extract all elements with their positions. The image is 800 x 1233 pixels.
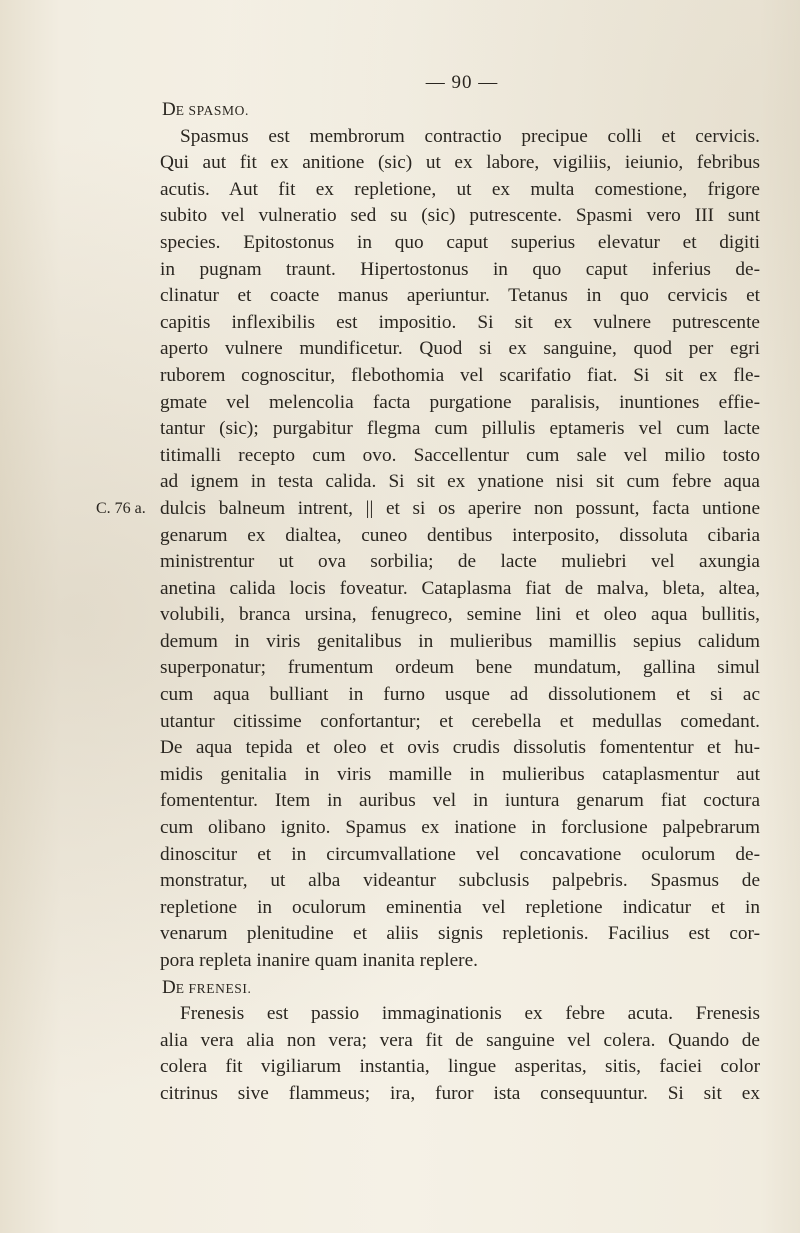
text-line (160, 283, 760, 310)
section-heading-rest: E SPASMO. (175, 103, 249, 118)
text-line-content: anetina calida locis foveatur. Cataplasma fiat de malva, bleta, altea, (160, 577, 760, 599)
text-line (160, 842, 760, 869)
text-line-content: demum in viris genitalibus in mulieribus mamillis sepius calidum (160, 630, 760, 652)
text-line-content: cum aqua bulliant in furno usque ad dissolutionem et si ac (160, 684, 760, 706)
text-line-content: ministrentur ut ova sorbilia; de lacte muliebri vel axungia (160, 551, 760, 573)
text-line-content: monstratur, ut alba videantur subclusis palpebris. Spasmus de (160, 870, 760, 892)
text-line (160, 336, 760, 363)
text-line (160, 390, 760, 417)
text-line-content: midis genitalia in viris mamille in mulieribus cataplasmentur aut (160, 763, 760, 785)
text-line-content: genarum ex dialtea, cuneo dentibus interposito, dissoluta cibaria (160, 524, 760, 546)
text-line-content: Frenesis est passio immaginationis ex febre acuta. Frenesis (180, 1003, 760, 1025)
text-line-content: De aqua tepida et oleo et ovis crudis dissolutis fomententur et hu- (160, 737, 760, 759)
text-line (160, 443, 760, 470)
text-line (160, 1054, 760, 1081)
text-line-content: Spasmus est membrorum contractio precipue colli et cervicis. (180, 125, 760, 147)
text-line-content: clinatur et coacte manus aperiuntur. Tetanus in quo cervicis et (160, 285, 760, 307)
text-line (160, 629, 760, 656)
text-line (160, 150, 760, 177)
text-line (160, 469, 760, 496)
text-line-content: dulcis balneum intrent, || et si os aperire non possunt, facta untione (160, 497, 760, 519)
text-line-content: subito vel vulneratio sed su (sic) putrescente. Spasmi vero III sunt (160, 205, 760, 227)
text-line-content: species. Epitostonus in quo caput superius elevatur et digiti (160, 231, 760, 253)
text-line-content: Qui aut fit ex anitione (sic) ut ex labore, vigiliis, ieiunio, febribus (160, 152, 760, 174)
section-heading (160, 975, 760, 1002)
text-line (160, 549, 760, 576)
text-line (160, 177, 760, 204)
text-line (160, 1081, 760, 1108)
text-line-content: tantur (sic); purgabitur flegma cum pillulis eptameris vel cum lacte (160, 418, 760, 440)
page-number: — 90 — (425, 72, 499, 93)
text-line-content: gmate vel melencolia facta purgatione paralisis, inuntiones effie- (160, 391, 760, 413)
text-line-content: titimalli recepto cum ovo. Saccellentur cum sale vel milio tosto (160, 444, 760, 466)
text-line-content: repletione in oculorum eminentia vel repletione indicatur et in (160, 896, 760, 918)
text-line-content: capitis inflexibilis est impositio. Si sit ex vulnere putrescente (160, 311, 760, 333)
text-line-content: fomententur. Item in auribus vel in iuntura genarum fiat coctura (160, 790, 760, 812)
section-heading (160, 97, 760, 124)
text-line-content: in pugnam traunt. Hipertostonus in quo caput inferius de- (160, 258, 760, 280)
text-line-content: utantur citissime confortantur; et cerebella et medullas comedant. (160, 710, 760, 732)
body-text (96, 97, 760, 1108)
text-line-content: acutis. Aut fit ex repletione, ut ex multa comestione, frigore (160, 178, 760, 200)
text-line (160, 523, 760, 550)
text-line (160, 815, 760, 842)
text-line-content: aperto vulnere mundificetur. Quod si ex sanguine, quod per egri (160, 338, 760, 360)
text-line-content: pora repleta inanire quam inanita replere. (160, 950, 478, 971)
text-line-content: ruborem cognoscitur, flebothomia vel scarifatio fiat. Si sit ex fle- (160, 364, 760, 386)
text-line (160, 868, 760, 895)
text-line (160, 788, 760, 815)
text-line-content: ad ignem in testa calida. Si sit ex ynatione nisi sit cum febre aqua (160, 471, 760, 493)
text-line (160, 230, 760, 257)
text-line-content: venarum plenitudine et aliis signis repletionis. Facilius est cor- (160, 923, 760, 945)
section-heading-initial: D (162, 976, 176, 998)
text-line (160, 895, 760, 922)
text-line-content: alia vera alia non vera; vera fit de sanguine vel colera. Quando de (160, 1029, 760, 1051)
text-line (160, 682, 760, 709)
text-line (160, 709, 760, 736)
text-line-content: cum olibano ignito. Spamus ex inatione in forclusione palpebrarum (160, 817, 760, 839)
text-line (160, 310, 760, 337)
text-line (160, 576, 760, 603)
text-line (160, 921, 760, 948)
text-line-content: dinoscitur et in circumvallatione vel concavatione oculorum de- (160, 843, 760, 865)
text-line (160, 1001, 760, 1028)
text-line (160, 735, 760, 762)
text-line (160, 124, 760, 151)
text-line (160, 655, 760, 682)
text-line (160, 416, 760, 443)
text-line-content: colera fit vigiliarum instantia, lingue asperitas, sitis, faciei color (160, 1056, 760, 1078)
text-line-content: volubili, branca ursina, fenugreco, semine lini et oleo aqua bullitis, (160, 604, 760, 626)
text-line (160, 948, 760, 975)
text-line (160, 602, 760, 629)
section-heading-initial: D (162, 99, 176, 120)
text-line (160, 203, 760, 230)
text-line-content: superponatur; frumentum ordeum bene mundatum, gallina simul (160, 657, 760, 679)
text-line (160, 1028, 760, 1055)
text-line (160, 363, 760, 390)
text-line-content: citrinus sive flammeus; ira, furor ista consequuntur. Si sit ex (160, 1082, 760, 1104)
text-line (160, 762, 760, 789)
margin-note: C. 76 a. (96, 499, 146, 517)
text-line (96, 496, 760, 523)
text-line (160, 257, 760, 284)
section-heading-rest: E FRENESI. (175, 980, 252, 996)
